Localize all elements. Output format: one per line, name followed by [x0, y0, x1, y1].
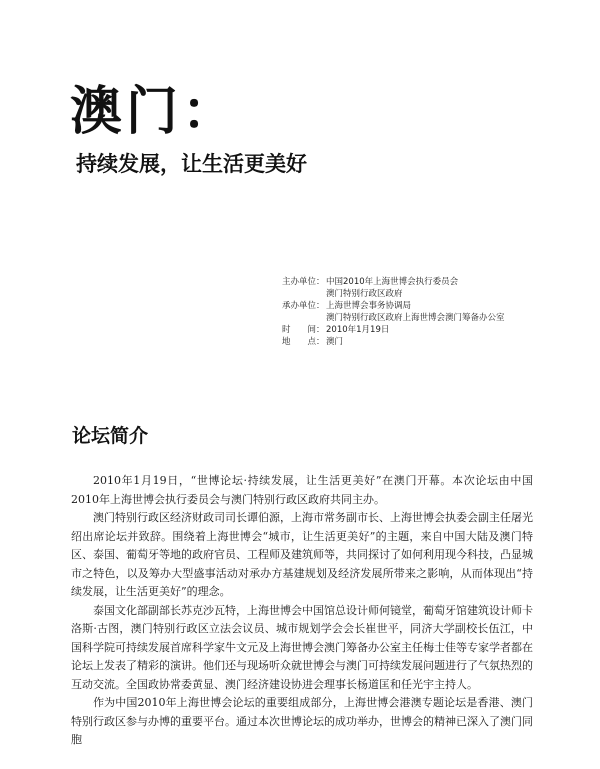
meta-label: 地 点： [282, 337, 325, 347]
meta-value: 2010年1月19日 [326, 325, 390, 335]
meta-row-host [282, 276, 505, 288]
meta-label: 承办单位： [282, 301, 325, 311]
meta-value: 澳门特别行政区政府上海世博会澳门筹备办公室 [326, 313, 505, 323]
page-title: 澳门： [70, 81, 239, 142]
meta-value: 澳门 [326, 337, 344, 347]
event-info [282, 276, 505, 348]
meta-row-organizer [282, 300, 505, 312]
body-text [71, 472, 533, 750]
meta-value: 中国2010年上海世博会执行委员会 [326, 277, 459, 287]
paragraph: 作为中国2010年上海世博会论坛的重要组成部分，上海世博会港澳专题论坛是香港、澳门特别行政区参与办博的重要平台。通过本次世博论坛的成功举办，世博会的精神已深入了澳门同胞 [71, 696, 533, 746]
meta-value: 澳门特别行政区政府 [326, 289, 403, 299]
paragraph: 澳门特别行政区经济财政司司长谭伯源，上海市常务副市长、上海世博会执委会副主任屠光绍出席论坛并致辞。围绕着上海世博会“城市，让生活更美好”的主题，来自中国大陆及澳门特区、泰国、葡萄牙等地的政府官员、工程师及建筑师等，共同探讨了如何利用现今科技，凸显城市之特色，以及筹办大型盛事活动对承办方基建规划及经济发展所带来之影响，从而体现出“持续发展，让生活更美好”的理念。 [71, 511, 533, 598]
meta-row-place [282, 336, 505, 348]
page-subtitle: 持续发展，让生活更美好 [76, 151, 307, 176]
meta-label: 时 间： [282, 325, 325, 335]
meta-row-host-2 [282, 288, 505, 300]
paragraph: 2010年1月19日，“世博论坛·持续发展，让生活更美好”在澳门开幕。本次论坛由中国2010年上海世博会执行委员会与澳门特别行政区政府共同主办。 [71, 474, 533, 506]
meta-row-organizer-2 [282, 312, 505, 324]
meta-value: 上海世博会事务协调局 [326, 301, 412, 311]
section-heading: 论坛简介 [72, 425, 149, 447]
meta-label [282, 288, 326, 300]
meta-label: 主办单位： [282, 277, 325, 287]
paragraph: 泰国文化部副部长苏克沙瓦特，上海世博会中国馆总设计师何镜堂，葡萄牙馆建筑设计师卡洛斯·古图，澳门特别行政区立法会议员、城市规划学会会长崔世平，同济大学副校长伍江，中国科学院可持续发展首席科学家牛文元及上海世博会澳门筹备办公室主任梅士佳等专家学者都在论坛上发表了精彩的演讲。他们还与现场听众就世博会与澳门可持续发展问题进行了气氛热烈的互动交流。全国政协常委黄显、澳门经济建设协进会理事长杨道匡和任光宇主持人。 [71, 603, 533, 691]
meta-label [282, 312, 326, 324]
meta-row-time [282, 324, 505, 336]
